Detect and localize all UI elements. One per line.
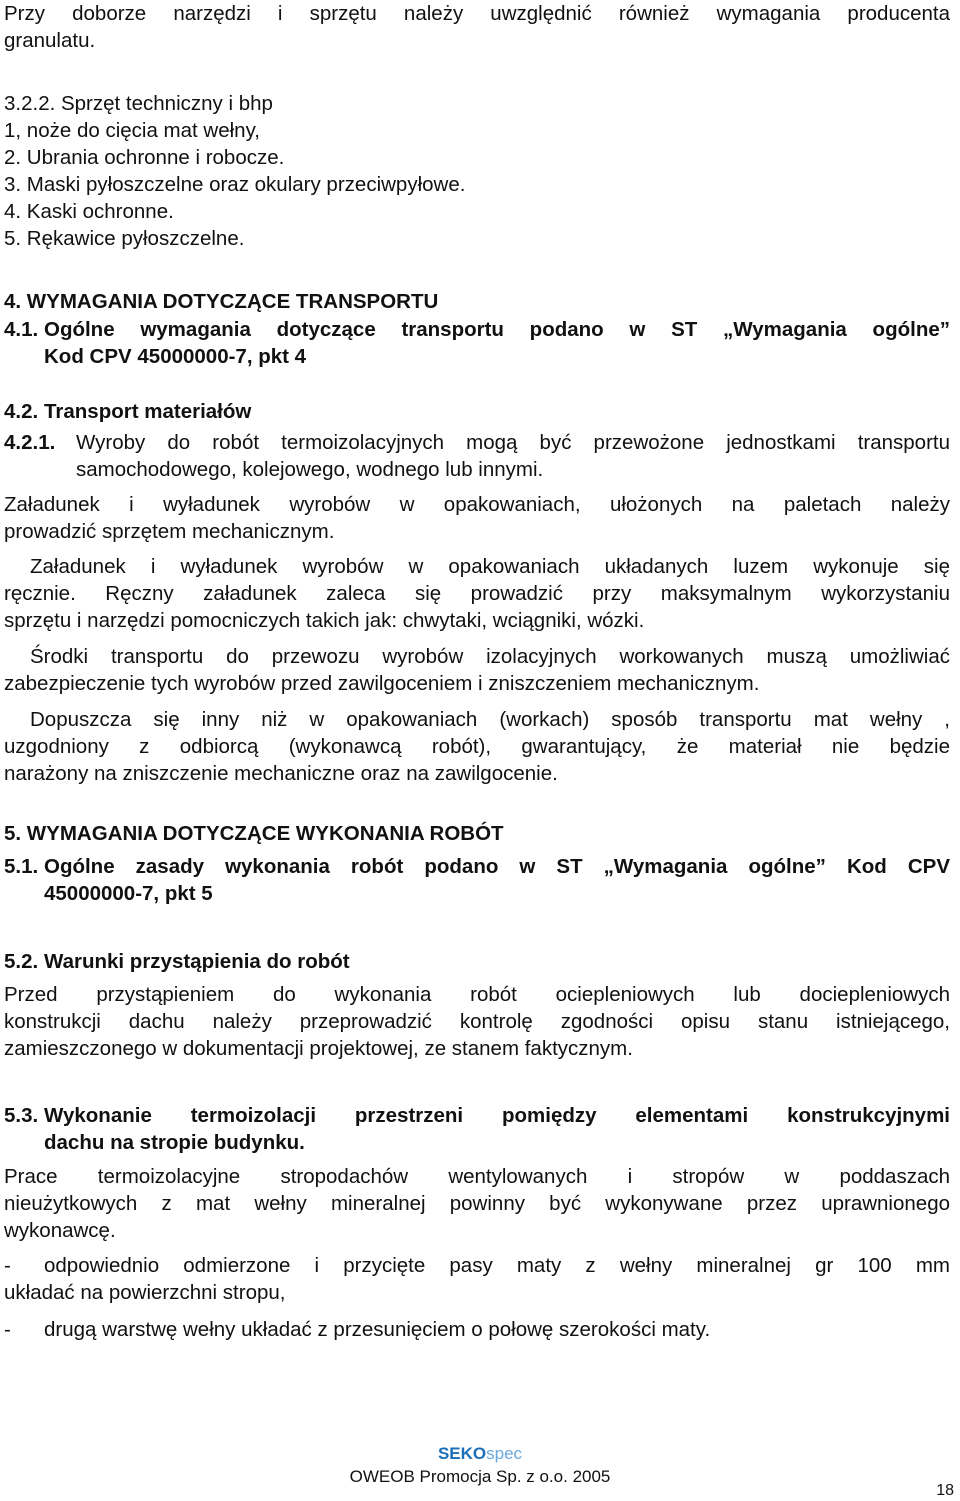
paragraph-line: prowadzić sprzętem mechanicznym. [4, 520, 335, 543]
paragraph-line: zamieszczonego w dokumentacji projektowej, ze stanem faktycznym. [4, 1037, 633, 1060]
bullet-dash: - [4, 1254, 11, 1277]
paragraph-line: nieużytkowych z mat wełny mineralnej powinny być wykonywane przez uprawnionego [4, 1192, 950, 1215]
section-4-2-1-number: 4.2.1. [4, 431, 56, 454]
bullet-line: odpowiednio odmierzone i przycięte pasy maty z wełny mineralnej gr 100 mm [44, 1254, 950, 1277]
list-item: 5. Rękawice pyłoszczelne. [4, 227, 245, 250]
footer-logo [0, 1444, 960, 1464]
paragraph-line: Załadunek i wyładunek wyrobów w opakowaniach, ułożonych na paletach należy [4, 493, 950, 516]
paragraph-line: zabezpieczenie tych wyrobów przed zawilgoceniem i zniszczeniem mechanicznym. [4, 672, 760, 695]
list-item: 1, noże do cięcia mat wełny, [4, 119, 260, 142]
section-5-3-number: 5.3. [4, 1104, 39, 1127]
section-4-1-line-2: Kod CPV 45000000-7, pkt 4 [44, 345, 307, 368]
intro-line-1: Przy doborze narzędzi i sprzętu należy uwzględnić również wymagania producenta [4, 2, 950, 25]
logo-text-seko: SEKO [437, 1444, 487, 1463]
paragraph-line: Załadunek i wyładunek wyrobów w opakowaniach układanych luzem wykonuje się [30, 555, 950, 578]
section-5-3-title-line-1: Wykonanie termoizolacji przestrzeni pomiędzy elementami konstrukcyjnymi [44, 1104, 950, 1127]
paragraph-line: konstrukcji dachu należy przeprowadzić kontrolę zgodności opisu stanu istniejącego, [4, 1010, 950, 1033]
paragraph-line: narażony na zniszczenie mechaniczne oraz na zawilgocenie. [4, 762, 558, 785]
paragraph-line: uzgodniony z odbiorcą (wykonawcą robót), gwarantujący, że materiał nie będzie [4, 735, 950, 758]
section-4-1-number: 4.1. [4, 318, 39, 341]
section-4-2-1-line-1: Wyroby do robót termoizolacyjnych mogą być przewożone jednostkami transportu [76, 431, 950, 454]
section-4-2-1-line-2: samochodowego, kolejowego, wodnego lub innymi. [76, 458, 544, 481]
section-4-2-title: Transport materiałów [44, 400, 252, 423]
section-5-2-number: 5.2. [4, 950, 39, 973]
section-3-2-2-heading: 3.2.2. Sprzęt techniczny i bhp [4, 92, 273, 115]
section-5-1-number: 5.1. [4, 855, 39, 878]
section-5-heading: 5. WYMAGANIA DOTYCZĄCE WYKONANIA ROBÓT [4, 822, 504, 845]
section-5-1-line-2: 45000000-7, pkt 5 [44, 882, 213, 905]
list-item: 3. Maski pyłoszczelne oraz okulary przeciwpyłowe. [4, 173, 466, 196]
paragraph-line: Dopuszcza się inny niż w opakowaniach (workach) sposób transportu mat wełny , [30, 708, 950, 731]
section-4-2-number: 4.2. [4, 400, 39, 423]
paragraph-line: Przed przystąpieniem do wykonania robót ociepleniowych lub dociepleniowych [4, 983, 950, 1006]
footer-text: OWEOB Promocja Sp. z o.o. 2005 [349, 1467, 611, 1486]
section-5-2-title: Warunki przystąpienia do robót [44, 950, 350, 973]
list-item: 2. Ubrania ochronne i robocze. [4, 146, 285, 169]
paragraph-line: ręcznie. Ręczny załadunek zaleca się prowadzić przy maksymalnym wykorzystaniu [4, 582, 950, 605]
section-5-1-line-1: Ogólne zasady wykonania robót podano w ST „Wymagania ogólne” Kod CPV [44, 855, 950, 878]
bullet-line: układać na powierzchni stropu, [4, 1281, 286, 1304]
logo-text-spec: spec [486, 1444, 523, 1463]
paragraph-line: Prace termoizolacyjne stropodachów wentylowanych i stropów w poddaszach [4, 1165, 950, 1188]
section-4-1-line-1: Ogólne wymagania dotyczące transportu podano w ST „Wymagania ogólne” [44, 318, 950, 341]
bullet-line: drugą warstwę wełny układać z przesunięciem o połowę szerokości maty. [44, 1318, 711, 1341]
section-5-3-title-line-2: dachu na stropie budynku. [44, 1131, 305, 1154]
paragraph-line: wykonawcę. [4, 1219, 116, 1242]
paragraph-line: sprzętu i narzędzi pomocniczych takich jak: chwytaki, wciągniki, wózki. [4, 609, 645, 632]
section-4-heading: 4. WYMAGANIA DOTYCZĄCE TRANSPORTU [4, 290, 439, 313]
page-number: 18 [936, 1482, 954, 1499]
intro-line-2: granulatu. [4, 29, 96, 52]
bullet-dash: - [4, 1318, 11, 1341]
list-item: 4. Kaski ochronne. [4, 200, 174, 223]
paragraph-line: Środki transportu do przewozu wyrobów izolacyjnych workowanych muszą umożliwiać [30, 645, 950, 668]
